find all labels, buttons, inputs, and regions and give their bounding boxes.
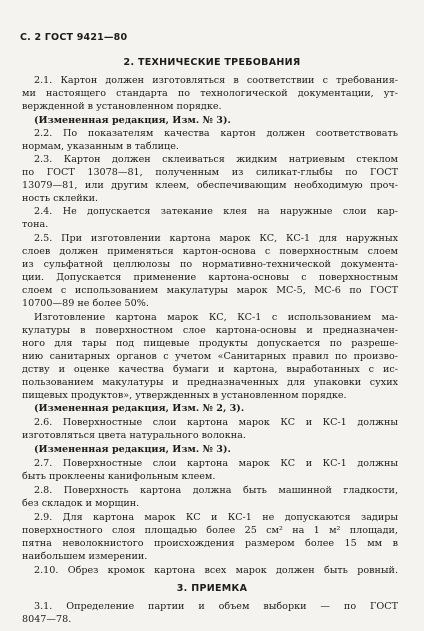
text-line: по ГОСТ 13078—81, полученным из силикат-глыбы по ГОСТ	[22, 167, 398, 178]
text-line: 8047—78.	[22, 614, 72, 625]
text-line: пищевых продуктов», утвержденных в установленном порядке.	[22, 390, 347, 401]
text-line: 2.9. Для картона марок КС и КС-1 не допускаются задиры	[34, 512, 398, 523]
text-line: тона.	[22, 219, 49, 230]
text-line: вержденной в установленном порядке.	[22, 101, 222, 112]
text-line: без складок и морщин.	[22, 498, 140, 509]
text-line: дству и оценке качества бумаги и картона, выработанных с ис-	[22, 364, 398, 375]
text-line: ции. Допускается применение картона-основы с поверхностным	[22, 272, 398, 283]
amendment-note: (Измененная редакция, Изм. № 3).	[34, 444, 231, 455]
text-line: поверхностного слоя площадью более 25 см² на 1 м² площади,	[22, 525, 398, 536]
text-line: ми настоящего стандарта по технологической документации, ут-	[22, 88, 398, 99]
page-header: С. 2 ГОСТ 9421—80	[20, 32, 128, 43]
section-2-title: 2. ТЕХНИЧЕСКИЕ ТРЕБОВАНИЯ	[123, 57, 301, 68]
text-line: слоем с использованием макулатуры марок МС-5, МС-6 по ГОСТ	[22, 285, 398, 296]
text-line: ного для тары под пищевые продукты допускается по разреше-	[22, 338, 398, 349]
text-line: 2.8. Поверхность картона должна быть машинной гладкости,	[34, 485, 398, 496]
amendment-note: (Измененная редакция, Изм. № 2, 3).	[34, 403, 245, 414]
text-line: кулатуры в поверхностном слое картона-основы и предназначен-	[22, 325, 398, 336]
text-line: ность склейки.	[22, 193, 99, 204]
text-line: нормам, указанным в таблице.	[22, 141, 179, 152]
text-line: 2.1. Картон должен изготовляться в соответствии с требования-	[34, 75, 398, 86]
amendment-note: (Измененная редакция, Изм. № 3).	[34, 115, 231, 126]
text-line: 2.6. Поверхностные слои картона марок КС и КС-1 должны	[34, 417, 398, 428]
text-line: 3.1. Определение партии и объем выборки — по ГОСТ	[34, 601, 398, 612]
text-line: 2.5. При изготовлении картона марок КС, КС-1 для наружных	[34, 233, 398, 244]
text-line: 2.2. По показателям качества картон должен соответствовать	[34, 128, 398, 139]
text-line: наибольшем измерении.	[22, 551, 148, 562]
text-line: быть проклеены канифольным клеем.	[22, 471, 216, 482]
text-line: нию санитарных органов с учетом «Санитарных правил по произво-	[22, 351, 398, 362]
text-line: пользованием макулатуры и предназначенных для упаковки сухих	[22, 377, 398, 388]
text-line: слоев должен применяться картон-основа с поверхностным слоем	[22, 246, 398, 257]
text-line: 2.10. Обрез кромок картона всех марок должен быть ровный.	[34, 565, 398, 576]
text-line: 2.3. Картон должен склеиваться жидким натриевым стеклом	[34, 154, 398, 165]
text-line: пятна неволокнистого происхождения размером более 15 мм в	[22, 538, 398, 549]
text-line: 10700—89 не более 50%.	[22, 298, 149, 309]
text-line: 2.4. Не допускается затекание клея на наружные слои кар-	[34, 206, 398, 217]
section-3-title: 3. ПРИЕМКА	[176, 583, 248, 594]
text-line: изготовляться цвета натурального волокна.	[22, 430, 246, 441]
text-line: 2.7. Поверхностные слои картона марок КС и КС-1 должны	[34, 458, 398, 469]
text-line: 13079—81, или другим клеем, обеспечивающим необходимую проч-	[22, 180, 398, 191]
text-line: из сульфатной целлюлозы по нормативно-технической документа-	[22, 259, 398, 270]
text-line: Изготовление картона марок КС, КС-1 с использованием ма-	[34, 312, 398, 323]
